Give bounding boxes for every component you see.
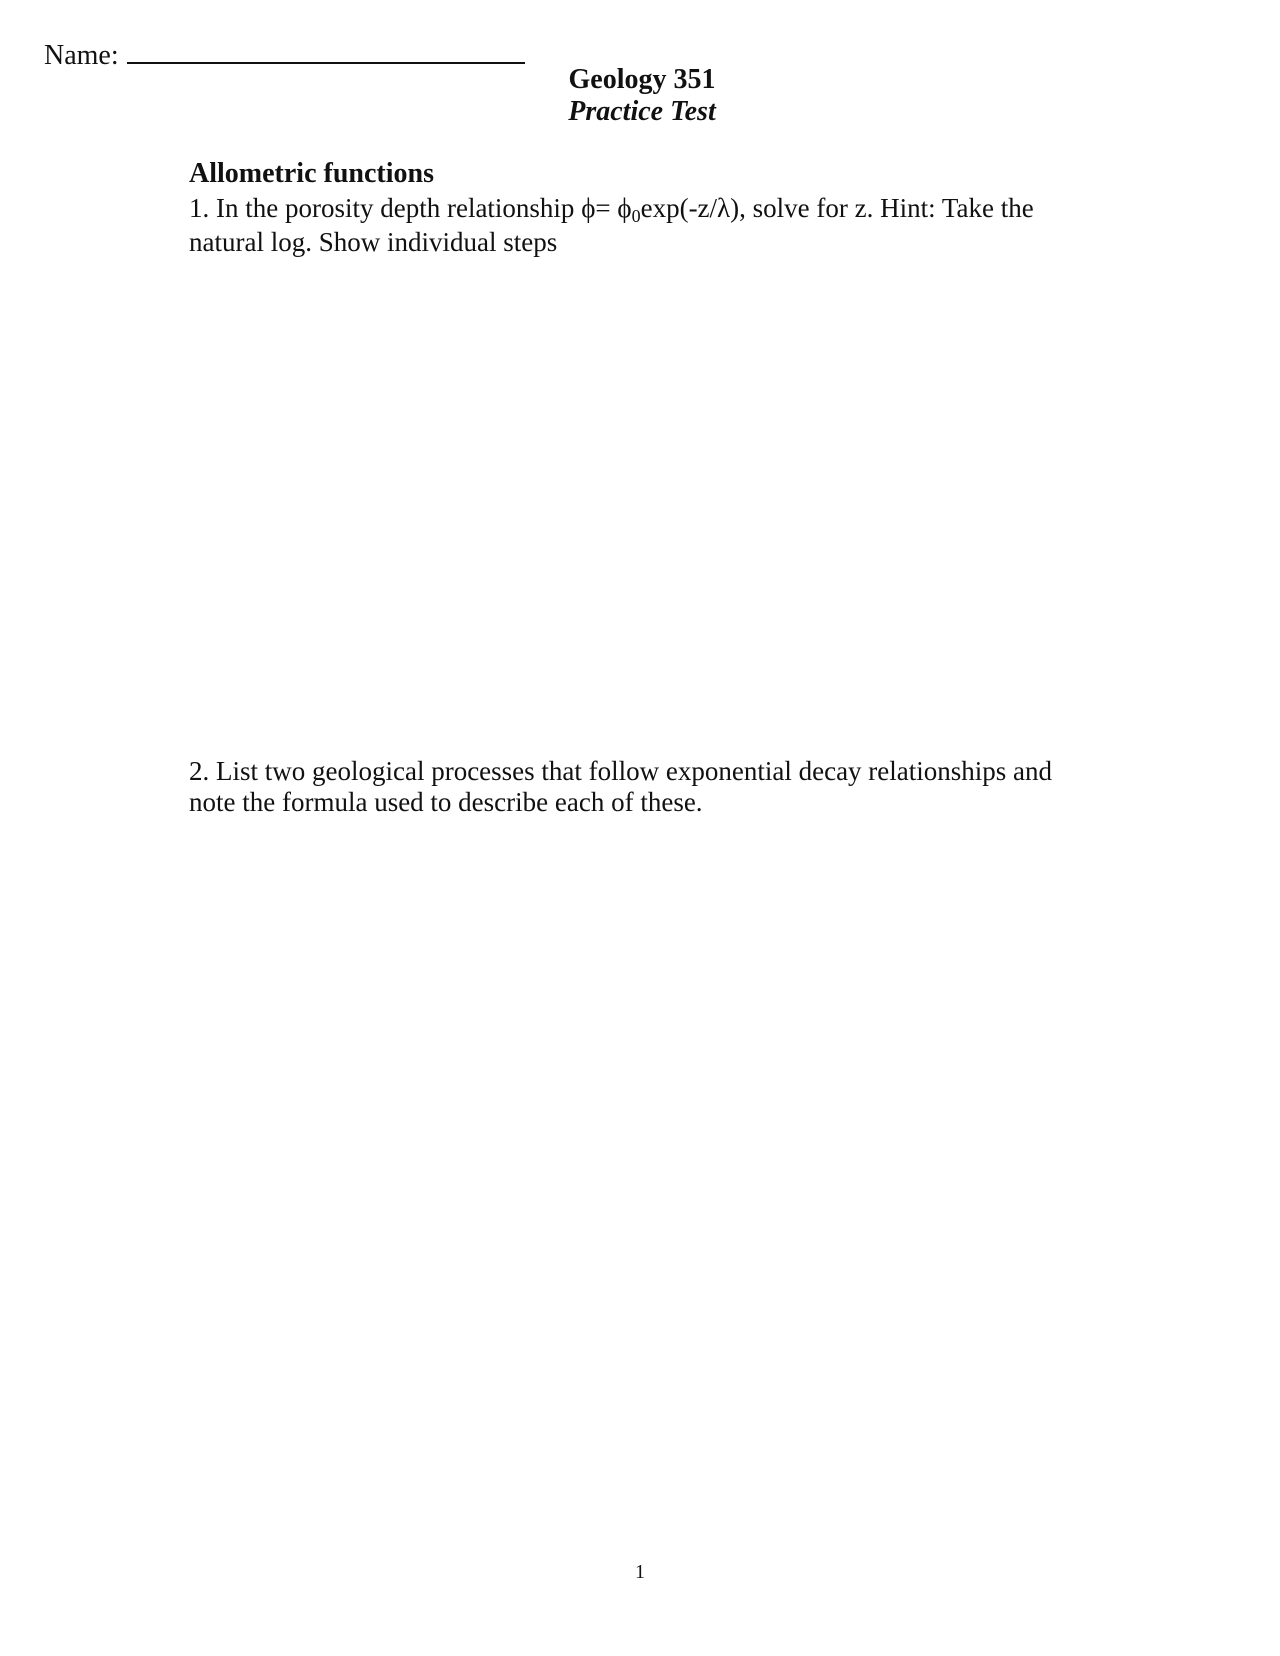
name-blank-line[interactable] [127,36,525,64]
section-heading: Allometric functions [189,158,434,189]
formula-subscript: 0 [631,206,641,226]
page-number: 1 [635,1561,645,1583]
formula-lhs: ϕ= ϕ [581,193,632,223]
title-block [0,64,1280,128]
question-1-text-start: 1. In the porosity depth relationship [189,193,582,223]
course-title: Geology 351 [568,64,716,95]
test-subtitle: Practice Test [568,96,716,127]
porosity-formula [581,193,740,226]
formula-rhs: exp(-z/λ) [640,193,740,223]
name-label: Name: [44,40,119,71]
question-1 [189,193,1089,258]
question-2: 2. List two geological processes that follow exponential decay relationships and note the formula used to describe each of these. [189,756,1053,817]
question-1-text-end: , solve for z. Hint: Take the natural log. Show individual steps [189,193,1034,257]
